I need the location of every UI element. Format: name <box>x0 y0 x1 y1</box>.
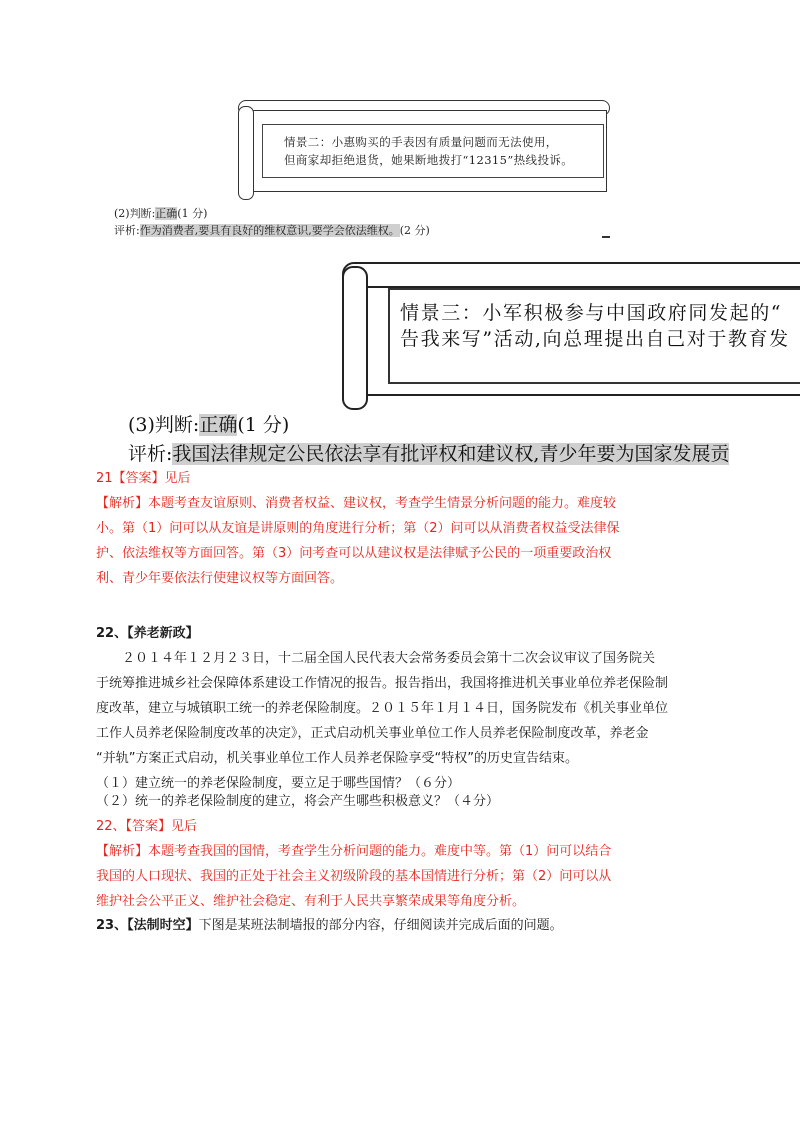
judge-label: (3)判断: <box>128 414 200 436</box>
q22-heading: 22、【养老新政】 <box>96 626 199 641</box>
scene2-line1: 情景二：小惠购买的手表因有质量问题而无法使用， <box>284 135 558 149</box>
q23-heading: 23、【法制时空】 <box>96 918 199 933</box>
judge-value: 正确 <box>199 414 238 436</box>
q21-analysis-line: 利、青少年要依法行使建议权等方面回答。 <box>96 571 344 586</box>
scene3-analysis <box>128 439 800 466</box>
judge-label: (2)判断: <box>114 207 156 220</box>
q22-question-2: （２）统一的养老保险制度的建立，将会产生哪些积极意义？（４分） <box>96 794 500 809</box>
analysis-text: 作为消费者,要具有良好的维权意识,要学会依法维权。 <box>139 224 400 237</box>
analysis-score: (2 分) <box>399 224 430 237</box>
scene2-judgement <box>114 205 207 221</box>
scene2-text <box>284 133 573 169</box>
analysis-label: 评析: <box>128 443 173 465</box>
q22-body-line: ２０１４年１２月２３日，十二届全国人民代表大会常务委员会第十二次会议审议了国务院关 <box>96 651 656 666</box>
judge-value: 正确 <box>155 207 178 220</box>
q23-block <box>96 913 696 938</box>
q22-body-line: 于统筹推进城乡社会保障体系建设工作情况的报告。报告指出，我国将推进机关事业单位养老保险制 <box>96 676 669 691</box>
q22-question-1: （１）建立统一的养老保险制度，要立足于哪些国情？（６分） <box>96 776 461 791</box>
analysis-text: 我国法律规定公民依法享有批评权和建议权,青少年要为国家发展贡 <box>172 443 730 465</box>
scene3-text <box>400 300 800 352</box>
scene2-analysis <box>114 222 430 238</box>
q21-answer-block <box>96 466 676 591</box>
q22-body-line: 度改革，建立与城镇职工统一的养老保险制度。２０１５年１月１４日，国务院发布《机关事业单位 <box>96 701 669 716</box>
scene3-judgement <box>128 410 289 437</box>
q21-analysis-line: 小。第（1）问可以从友谊是讲原则的角度进行分析；第（2）问可以从消费者权益受法律保 <box>96 521 620 536</box>
scroll-roll-top <box>342 262 800 288</box>
q22-answer: 22、【答案】见后 <box>96 819 198 834</box>
q23-line <box>96 913 696 938</box>
stray-mark <box>602 236 610 238</box>
q21-analysis-line: 【解析】本题考查友谊原则、消费者权益、建议权，考查学生情景分析问题的能力。难度较 <box>96 496 617 511</box>
q22-block <box>96 621 696 796</box>
analysis-label: 评析: <box>114 224 140 237</box>
q22-body-line: “并轨”方案正式启动，机关事业单位工作人员养老保险享受“特权”的历史宣告结束。 <box>96 751 578 766</box>
q22-analysis-line: 我国的人口现状、我国的正处于社会主义初级阶段的基本国情进行分析；第（2）问可以从 <box>96 869 612 884</box>
scene3-scroll <box>338 258 800 410</box>
judge-score: (1 分) <box>237 414 290 436</box>
q22-answer-block <box>96 789 696 914</box>
q22-analysis-line: 维护社会公平正义、维护社会稳定、有利于人民共享繁荣成果等角度分析。 <box>96 894 526 909</box>
q22-body-line: 工作人员养老保险制度改革的决定》，正式启动机关事业单位工作人员养老保险制度改革，养老金 <box>96 726 649 741</box>
q23-body: 下图是某班法制墙报的部分内容，仔细阅读并完成后面的问题。 <box>198 918 563 933</box>
scene3-line1: 情景三：小军积极参与中国政府同发起的“ <box>400 302 783 324</box>
q21-answer: 21【答案】见后 <box>96 471 191 486</box>
scroll-roll-left <box>238 106 254 200</box>
scene2-line2: 但商家却拒绝退货，她果断地拨打“12315”热线投诉。 <box>284 153 574 167</box>
scene3-line2: 告我来写”活动,向总理提出自己对于教育发 <box>400 328 790 350</box>
q21-analysis-line: 护、依法维权等方面回答。第（3）问考查可以从建议权是法律赋予公民的一项重要政治权 <box>96 546 612 561</box>
judge-score: (1 分) <box>177 207 208 220</box>
scroll-roll-left <box>342 266 368 410</box>
q22-analysis-line: 【解析】本题考查我国的国情，考查学生分析问题的能力。难度中等。第（1）问可以结合 <box>96 844 612 859</box>
